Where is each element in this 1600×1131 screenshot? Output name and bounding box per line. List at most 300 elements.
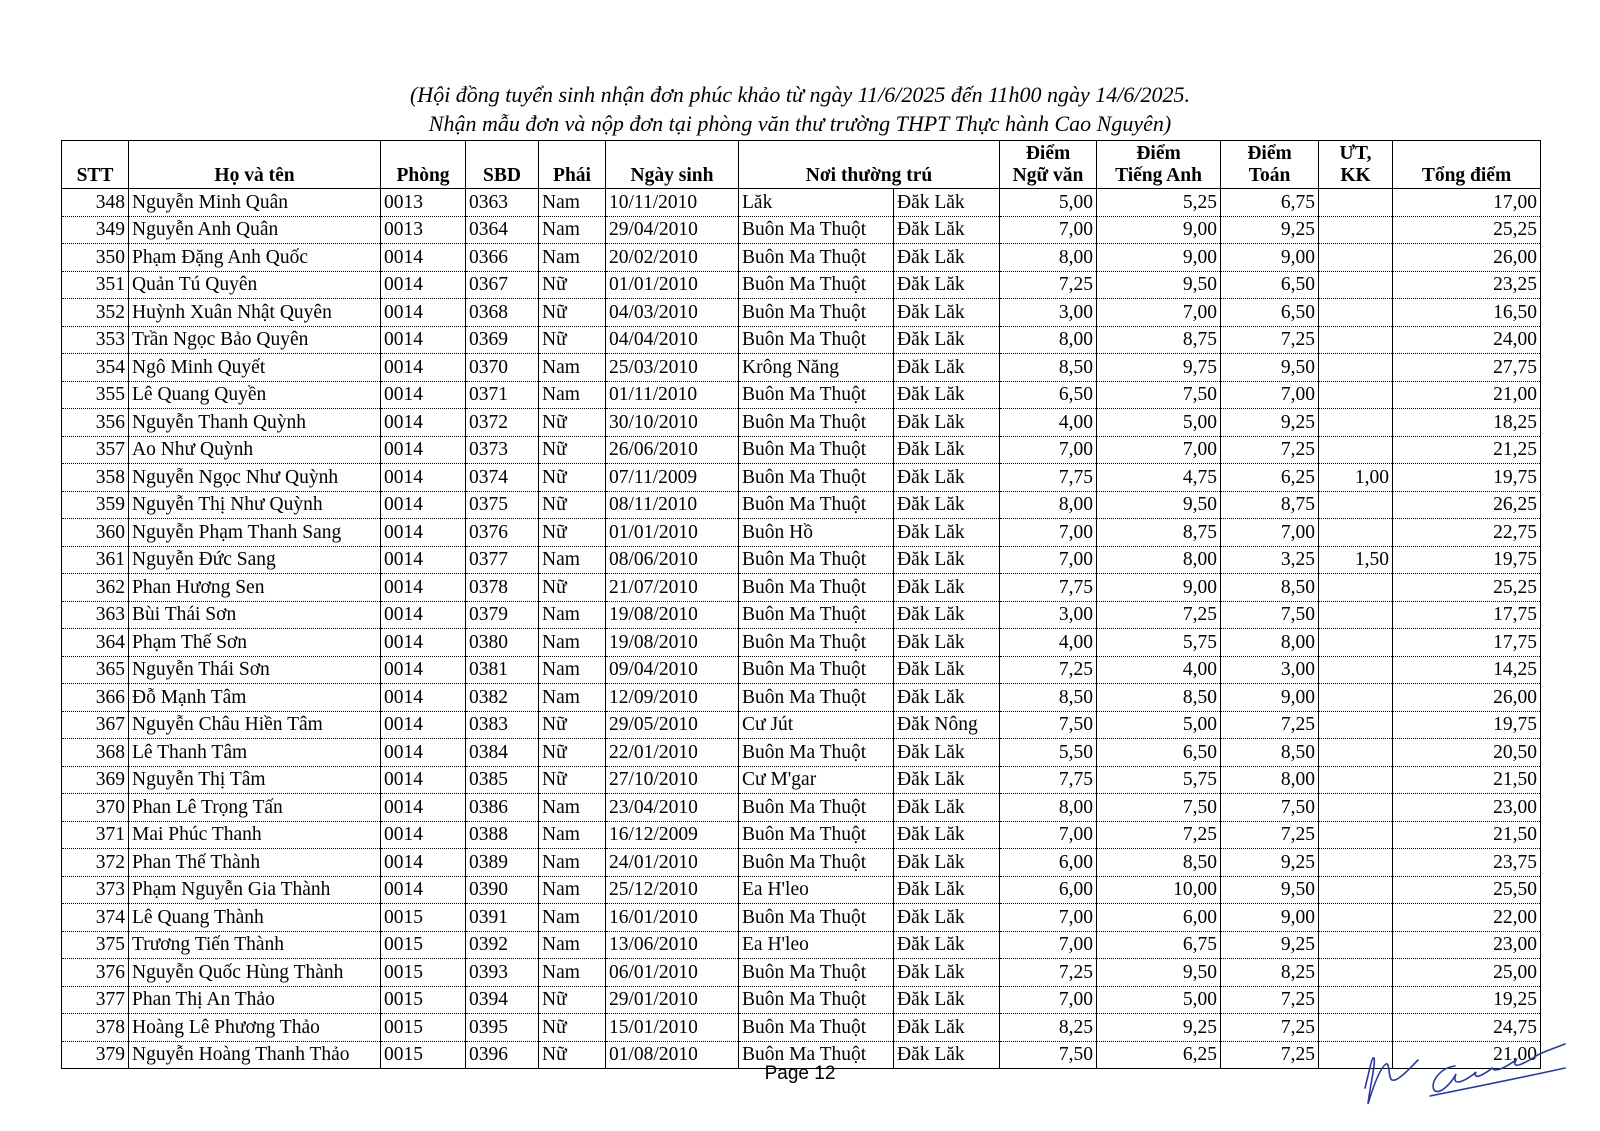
- cell-total: 21,50: [1393, 821, 1541, 849]
- cell-residence-district: Ea H'leo: [739, 931, 894, 959]
- cell-dob: 08/11/2010: [606, 491, 739, 519]
- cell-room: 0014: [381, 876, 466, 904]
- cell-name: Nguyễn Anh Quân: [129, 216, 381, 244]
- cell-residence-province: Đăk Lăk: [894, 656, 1000, 684]
- cell-residence-district: Buôn Ma Thuột: [739, 244, 894, 272]
- cell-english: 4,00: [1097, 656, 1221, 684]
- cell-bonus: [1319, 794, 1393, 822]
- cell-residence-district: Buôn Ma Thuột: [739, 601, 894, 629]
- table-row: [62, 436, 1541, 464]
- cell-english: 9,00: [1097, 216, 1221, 244]
- cell-bonus: [1319, 574, 1393, 602]
- cell-sbd: 0379: [466, 601, 539, 629]
- col-header-residence: Nơi thường trú: [739, 141, 1000, 189]
- cell-literature: 7,50: [1000, 711, 1097, 739]
- cell-gender: Nam: [539, 904, 606, 932]
- cell-total: 25,00: [1393, 959, 1541, 987]
- cell-total: 26,25: [1393, 491, 1541, 519]
- table-row: [62, 271, 1541, 299]
- cell-math: 7,00: [1221, 519, 1319, 547]
- cell-residence-province: Đăk Lăk: [894, 326, 1000, 354]
- cell-stt: 376: [62, 959, 129, 987]
- cell-dob: 15/01/2010: [606, 1014, 739, 1042]
- cell-gender: Nam: [539, 244, 606, 272]
- cell-bonus: [1319, 409, 1393, 437]
- cell-residence-province: Đăk Lăk: [894, 931, 1000, 959]
- cell-dob: 09/04/2010: [606, 656, 739, 684]
- cell-literature: 4,00: [1000, 409, 1097, 437]
- cell-room: 0013: [381, 216, 466, 244]
- cell-name: Mai Phúc Thanh: [129, 821, 381, 849]
- cell-stt: 353: [62, 326, 129, 354]
- cell-sbd: 0371: [466, 381, 539, 409]
- cell-name: Bùi Thái Sơn: [129, 601, 381, 629]
- cell-total: 23,00: [1393, 794, 1541, 822]
- table-row: [62, 574, 1541, 602]
- cell-stt: 366: [62, 684, 129, 712]
- cell-english: 6,00: [1097, 904, 1221, 932]
- cell-name: Trương Tiến Thành: [129, 931, 381, 959]
- cell-room: 0014: [381, 464, 466, 492]
- cell-literature: 7,00: [1000, 904, 1097, 932]
- cell-dob: 26/06/2010: [606, 436, 739, 464]
- header-line-1: (Hội đồng tuyển sinh nhận đơn phúc khảo từ ngày 11/6/2025 đến 11h00 ngày 14/6/2025.: [409, 82, 1190, 107]
- cell-sbd: 0373: [466, 436, 539, 464]
- cell-room: 0014: [381, 519, 466, 547]
- cell-sbd: 0372: [466, 409, 539, 437]
- table-row: [62, 876, 1541, 904]
- cell-literature: 7,00: [1000, 931, 1097, 959]
- results-table: [61, 140, 1541, 1069]
- cell-math: 7,50: [1221, 794, 1319, 822]
- table-row: [62, 629, 1541, 657]
- col-header-math-line2: Toán: [1248, 165, 1291, 186]
- cell-total: 16,50: [1393, 299, 1541, 327]
- cell-bonus: [1319, 354, 1393, 382]
- cell-room: 0014: [381, 601, 466, 629]
- cell-room: 0014: [381, 766, 466, 794]
- cell-literature: 7,75: [1000, 464, 1097, 492]
- page-number: Page 12: [764, 1063, 836, 1084]
- cell-bonus: [1319, 986, 1393, 1014]
- cell-sbd: 0370: [466, 354, 539, 382]
- cell-bonus: [1319, 904, 1393, 932]
- cell-room: 0014: [381, 299, 466, 327]
- col-header-dob: Ngày sinh: [606, 141, 739, 189]
- table-row: [62, 409, 1541, 437]
- cell-sbd: 0377: [466, 546, 539, 574]
- table-row: [62, 326, 1541, 354]
- cell-gender: Nữ: [539, 574, 606, 602]
- cell-stt: 354: [62, 354, 129, 382]
- cell-stt: 359: [62, 491, 129, 519]
- cell-residence-province: Đăk Lăk: [894, 381, 1000, 409]
- table-row: [62, 986, 1541, 1014]
- cell-stt: 358: [62, 464, 129, 492]
- cell-sbd: 0396: [466, 1041, 539, 1069]
- cell-math: 6,50: [1221, 271, 1319, 299]
- cell-room: 0014: [381, 821, 466, 849]
- cell-math: 7,25: [1221, 821, 1319, 849]
- cell-total: 21,00: [1393, 381, 1541, 409]
- cell-residence-province: Đăk Lăk: [894, 464, 1000, 492]
- col-header-math-line1: Điểm: [1247, 143, 1292, 164]
- cell-name: Lê Thanh Tâm: [129, 739, 381, 767]
- table-row: [62, 381, 1541, 409]
- cell-stt: 351: [62, 271, 129, 299]
- cell-bonus: [1319, 271, 1393, 299]
- cell-total: 26,00: [1393, 244, 1541, 272]
- cell-gender: Nữ: [539, 409, 606, 437]
- cell-room: 0015: [381, 959, 466, 987]
- table-row: [62, 299, 1541, 327]
- table-row: [62, 464, 1541, 492]
- cell-sbd: 0384: [466, 739, 539, 767]
- cell-residence-province: Đăk Lăk: [894, 519, 1000, 547]
- handwritten-signature-icon: [1360, 1038, 1570, 1110]
- cell-bonus: [1319, 711, 1393, 739]
- cell-room: 0014: [381, 656, 466, 684]
- cell-literature: 6,00: [1000, 876, 1097, 904]
- cell-math: 7,25: [1221, 436, 1319, 464]
- cell-english: 7,25: [1097, 821, 1221, 849]
- cell-bonus: [1319, 1014, 1393, 1042]
- cell-math: 9,00: [1221, 244, 1319, 272]
- cell-name: Huỳnh Xuân Nhật Quyên: [129, 299, 381, 327]
- header-line-2: Nhận mẫu đơn và nộp đơn tại phòng văn thư trường THPT Thực hành Cao Nguyên): [428, 111, 1172, 136]
- cell-sbd: 0374: [466, 464, 539, 492]
- cell-residence-district: Buôn Ma Thuột: [739, 684, 894, 712]
- cell-sbd: 0393: [466, 959, 539, 987]
- cell-total: 19,75: [1393, 464, 1541, 492]
- cell-name: Nguyễn Đức Sang: [129, 546, 381, 574]
- cell-residence-district: Buôn Ma Thuột: [739, 381, 894, 409]
- cell-stt: 378: [62, 1014, 129, 1042]
- table-row: [62, 216, 1541, 244]
- cell-math: 9,25: [1221, 849, 1319, 877]
- cell-residence-district: Buôn Hồ: [739, 519, 894, 547]
- cell-dob: 12/09/2010: [606, 684, 739, 712]
- cell-name: Lê Quang Thành: [129, 904, 381, 932]
- cell-sbd: 0389: [466, 849, 539, 877]
- cell-residence-district: Buôn Ma Thuột: [739, 216, 894, 244]
- cell-total: 19,75: [1393, 546, 1541, 574]
- col-header-total: Tổng điểm: [1393, 141, 1541, 189]
- cell-room: 0015: [381, 904, 466, 932]
- cell-sbd: 0383: [466, 711, 539, 739]
- cell-stt: 362: [62, 574, 129, 602]
- cell-residence-province: Đăk Lăk: [894, 986, 1000, 1014]
- cell-math: 3,00: [1221, 656, 1319, 684]
- cell-residence-province: Đăk Lăk: [894, 904, 1000, 932]
- cell-gender: Nam: [539, 629, 606, 657]
- cell-stt: 349: [62, 216, 129, 244]
- cell-total: 24,75: [1393, 1014, 1541, 1042]
- cell-english: 5,75: [1097, 766, 1221, 794]
- cell-literature: 8,25: [1000, 1014, 1097, 1042]
- col-header-english: [1097, 141, 1221, 189]
- cell-math: 8,50: [1221, 739, 1319, 767]
- cell-residence-province: Đăk Lăk: [894, 684, 1000, 712]
- cell-total: 25,50: [1393, 876, 1541, 904]
- cell-stt: 377: [62, 986, 129, 1014]
- cell-dob: 04/04/2010: [606, 326, 739, 354]
- cell-gender: Nam: [539, 931, 606, 959]
- cell-bonus: [1319, 299, 1393, 327]
- cell-sbd: 0388: [466, 821, 539, 849]
- cell-stt: 355: [62, 381, 129, 409]
- cell-bonus: 1,50: [1319, 546, 1393, 574]
- cell-residence-province: Đăk Lăk: [894, 491, 1000, 519]
- cell-math: 7,25: [1221, 326, 1319, 354]
- cell-gender: Nam: [539, 959, 606, 987]
- cell-bonus: [1319, 739, 1393, 767]
- cell-stt: 365: [62, 656, 129, 684]
- cell-english: 7,25: [1097, 601, 1221, 629]
- cell-english: 8,75: [1097, 519, 1221, 547]
- cell-math: 3,25: [1221, 546, 1319, 574]
- cell-stt: 348: [62, 189, 129, 217]
- cell-residence-province: Đăk Lăk: [894, 354, 1000, 382]
- cell-math: 7,25: [1221, 986, 1319, 1014]
- col-header-bonus-line2: KK: [1340, 165, 1371, 186]
- cell-sbd: 0368: [466, 299, 539, 327]
- cell-english: 5,00: [1097, 409, 1221, 437]
- col-header-english-line2: Tiếng Anh: [1115, 165, 1202, 186]
- cell-name: Nguyễn Thái Sơn: [129, 656, 381, 684]
- cell-gender: Nữ: [539, 1041, 606, 1069]
- cell-gender: Nữ: [539, 986, 606, 1014]
- cell-residence-district: Buôn Ma Thuột: [739, 794, 894, 822]
- cell-gender: Nam: [539, 189, 606, 217]
- cell-room: 0015: [381, 1014, 466, 1042]
- cell-residence-province: Đăk Lăk: [894, 1041, 1000, 1069]
- cell-stt: 350: [62, 244, 129, 272]
- cell-name: Nguyễn Ngọc Như Quỳnh: [129, 464, 381, 492]
- cell-residence-district: Buôn Ma Thuột: [739, 271, 894, 299]
- col-header-literature-line2: Ngữ văn: [1012, 165, 1084, 186]
- table-row: [62, 519, 1541, 547]
- cell-total: 25,25: [1393, 574, 1541, 602]
- cell-room: 0015: [381, 986, 466, 1014]
- cell-room: 0015: [381, 931, 466, 959]
- cell-math: 7,25: [1221, 711, 1319, 739]
- cell-math: 7,00: [1221, 381, 1319, 409]
- cell-gender: Nam: [539, 794, 606, 822]
- cell-bonus: [1319, 601, 1393, 629]
- cell-total: 22,75: [1393, 519, 1541, 547]
- cell-dob: 29/01/2010: [606, 986, 739, 1014]
- cell-total: 23,75: [1393, 849, 1541, 877]
- col-header-english-line1: Điểm: [1136, 143, 1181, 164]
- cell-english: 8,50: [1097, 684, 1221, 712]
- cell-dob: 19/08/2010: [606, 601, 739, 629]
- table-row: [62, 959, 1541, 987]
- cell-dob: 22/01/2010: [606, 739, 739, 767]
- cell-gender: Nữ: [539, 464, 606, 492]
- cell-literature: 7,75: [1000, 574, 1097, 602]
- cell-residence-district: Buôn Ma Thuột: [739, 986, 894, 1014]
- cell-residence-province: Đăk Lăk: [894, 409, 1000, 437]
- cell-residence-district: Ea H'leo: [739, 876, 894, 904]
- table-row: [62, 601, 1541, 629]
- cell-literature: 7,00: [1000, 546, 1097, 574]
- table-row: [62, 354, 1541, 382]
- cell-bonus: [1319, 189, 1393, 217]
- cell-sbd: 0380: [466, 629, 539, 657]
- cell-literature: 7,25: [1000, 656, 1097, 684]
- cell-name: Phạm Thế Sơn: [129, 629, 381, 657]
- cell-gender: Nam: [539, 601, 606, 629]
- cell-gender: Nữ: [539, 271, 606, 299]
- cell-dob: 16/01/2010: [606, 904, 739, 932]
- cell-name: Nguyễn Thị Như Quỳnh: [129, 491, 381, 519]
- cell-sbd: 0364: [466, 216, 539, 244]
- cell-bonus: [1319, 959, 1393, 987]
- cell-name: Phan Hương Sen: [129, 574, 381, 602]
- cell-residence-district: Buôn Ma Thuột: [739, 1041, 894, 1069]
- cell-bonus: [1319, 244, 1393, 272]
- cell-gender: Nữ: [539, 326, 606, 354]
- cell-english: 8,00: [1097, 546, 1221, 574]
- cell-residence-district: Buôn Ma Thuột: [739, 574, 894, 602]
- cell-room: 0013: [381, 189, 466, 217]
- cell-name: Phan Thế Thành: [129, 849, 381, 877]
- cell-residence-province: Đăk Lăk: [894, 739, 1000, 767]
- cell-english: 7,50: [1097, 794, 1221, 822]
- cell-literature: 8,50: [1000, 684, 1097, 712]
- cell-sbd: 0382: [466, 684, 539, 712]
- cell-stt: 372: [62, 849, 129, 877]
- cell-english: 5,00: [1097, 986, 1221, 1014]
- cell-bonus: 1,00: [1319, 464, 1393, 492]
- cell-room: 0014: [381, 546, 466, 574]
- cell-dob: 23/04/2010: [606, 794, 739, 822]
- cell-literature: 7,25: [1000, 271, 1097, 299]
- cell-residence-district: Buôn Ma Thuột: [739, 739, 894, 767]
- cell-room: 0014: [381, 244, 466, 272]
- cell-sbd: 0363: [466, 189, 539, 217]
- cell-english: 7,50: [1097, 381, 1221, 409]
- cell-dob: 19/08/2010: [606, 629, 739, 657]
- cell-literature: 5,50: [1000, 739, 1097, 767]
- cell-name: Nguyễn Châu Hiền Tâm: [129, 711, 381, 739]
- cell-literature: 3,00: [1000, 299, 1097, 327]
- cell-residence-district: Buôn Ma Thuột: [739, 959, 894, 987]
- cell-dob: 29/05/2010: [606, 711, 739, 739]
- cell-residence-district: Buôn Ma Thuột: [739, 409, 894, 437]
- cell-dob: 01/08/2010: [606, 1041, 739, 1069]
- cell-residence-province: Đăk Lăk: [894, 601, 1000, 629]
- cell-room: 0014: [381, 711, 466, 739]
- table-row: [62, 684, 1541, 712]
- cell-residence-province: Đăk Lăk: [894, 849, 1000, 877]
- table-row: [62, 189, 1541, 217]
- cell-gender: Nam: [539, 849, 606, 877]
- cell-residence-district: Buôn Ma Thuột: [739, 821, 894, 849]
- col-header-math: [1221, 141, 1319, 189]
- cell-stt: 367: [62, 711, 129, 739]
- cell-literature: 8,00: [1000, 244, 1097, 272]
- cell-residence-district: Buôn Ma Thuột: [739, 464, 894, 492]
- cell-math: 8,75: [1221, 491, 1319, 519]
- cell-english: 5,00: [1097, 711, 1221, 739]
- cell-sbd: 0375: [466, 491, 539, 519]
- cell-total: 20,50: [1393, 739, 1541, 767]
- table-row: [62, 821, 1541, 849]
- cell-gender: Nữ: [539, 739, 606, 767]
- cell-name: Nguyễn Thị Tâm: [129, 766, 381, 794]
- cell-literature: 8,00: [1000, 794, 1097, 822]
- cell-math: 6,75: [1221, 189, 1319, 217]
- cell-stt: 375: [62, 931, 129, 959]
- cell-bonus: [1319, 849, 1393, 877]
- cell-residence-district: Lăk: [739, 189, 894, 217]
- cell-residence-district: Cư Jút: [739, 711, 894, 739]
- cell-residence-district: Buôn Ma Thuột: [739, 546, 894, 574]
- cell-residence-province: Đăk Lăk: [894, 876, 1000, 904]
- cell-dob: 24/01/2010: [606, 849, 739, 877]
- cell-name: Phạm Nguyễn Gia Thành: [129, 876, 381, 904]
- cell-dob: 16/12/2009: [606, 821, 739, 849]
- cell-english: 7,00: [1097, 436, 1221, 464]
- cell-stt: 363: [62, 601, 129, 629]
- cell-room: 0014: [381, 574, 466, 602]
- cell-bonus: [1319, 216, 1393, 244]
- cell-english: 7,00: [1097, 299, 1221, 327]
- cell-math: 9,00: [1221, 684, 1319, 712]
- col-header-name: Họ và tên: [129, 141, 381, 189]
- cell-math: 8,00: [1221, 766, 1319, 794]
- cell-name: Lê Quang Quyền: [129, 381, 381, 409]
- cell-residence-province: Đăk Lăk: [894, 821, 1000, 849]
- cell-english: 8,50: [1097, 849, 1221, 877]
- cell-gender: Nữ: [539, 519, 606, 547]
- cell-gender: Nam: [539, 821, 606, 849]
- cell-gender: Nữ: [539, 491, 606, 519]
- cell-math: 7,25: [1221, 1041, 1319, 1069]
- cell-total: 14,25: [1393, 656, 1541, 684]
- col-header-literature: [1000, 141, 1097, 189]
- cell-math: 9,25: [1221, 216, 1319, 244]
- cell-bonus: [1319, 876, 1393, 904]
- col-header-literature-line1: Điểm: [1025, 143, 1071, 164]
- cell-stt: 371: [62, 821, 129, 849]
- cell-total: 26,00: [1393, 684, 1541, 712]
- cell-gender: Nam: [539, 546, 606, 574]
- cell-total: 17,00: [1393, 189, 1541, 217]
- cell-stt: 373: [62, 876, 129, 904]
- cell-english: 9,50: [1097, 491, 1221, 519]
- cell-bonus: [1319, 519, 1393, 547]
- cell-name: Nguyễn Hoàng Thanh Thảo: [129, 1041, 381, 1069]
- cell-sbd: 0395: [466, 1014, 539, 1042]
- table-header-row: [62, 141, 1541, 189]
- cell-bonus: [1319, 684, 1393, 712]
- cell-dob: 20/02/2010: [606, 244, 739, 272]
- cell-room: 0014: [381, 409, 466, 437]
- cell-total: 21,00: [1393, 1041, 1541, 1069]
- cell-stt: 369: [62, 766, 129, 794]
- cell-literature: 7,00: [1000, 519, 1097, 547]
- cell-residence-district: Buôn Ma Thuột: [739, 326, 894, 354]
- cell-residence-district: Buôn Ma Thuột: [739, 849, 894, 877]
- cell-gender: Nam: [539, 354, 606, 382]
- cell-gender: Nữ: [539, 1014, 606, 1042]
- cell-name: Đỗ Mạnh Tâm: [129, 684, 381, 712]
- cell-math: 9,25: [1221, 931, 1319, 959]
- cell-name: Nguyễn Minh Quân: [129, 189, 381, 217]
